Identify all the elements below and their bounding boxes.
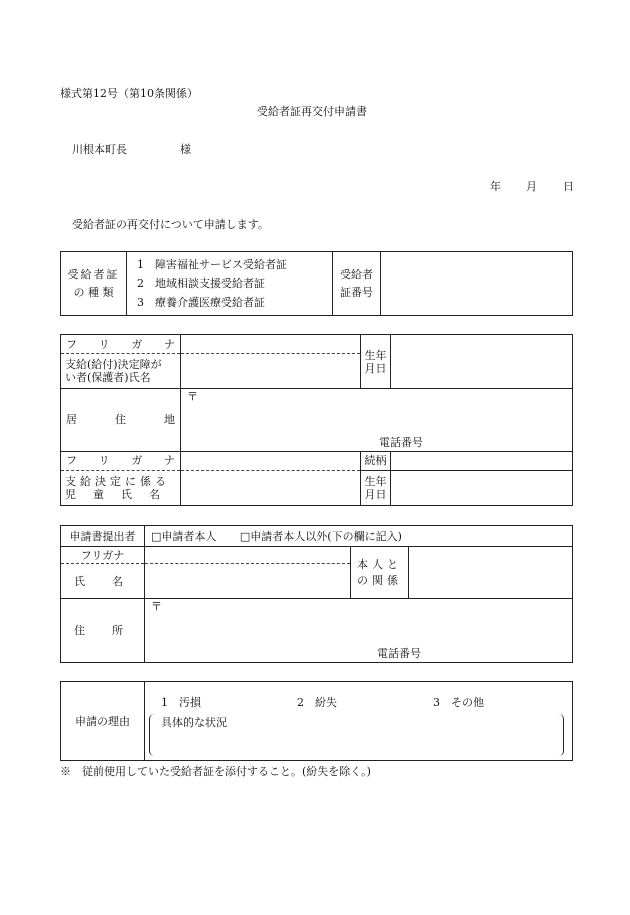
applicant-name-label — [61, 354, 181, 389]
date-day: 日 — [563, 180, 574, 193]
submitter-relation-label-line1: 本人と — [357, 558, 402, 571]
furigana-char: フ — [66, 337, 77, 351]
submitter-name-label: 氏 名 — [61, 564, 145, 599]
child-birth-field[interactable] — [391, 470, 573, 505]
date-month: 月 — [526, 180, 537, 193]
submitter-furigana-label: フリガナ — [61, 547, 145, 564]
furigana-char: リ — [98, 454, 110, 468]
furigana-char: リ — [98, 337, 110, 351]
reason-field[interactable] — [145, 682, 573, 761]
certificate-number-label-line1: 受給者 — [340, 268, 373, 281]
submitter-name-field[interactable] — [145, 564, 351, 599]
applicant-birth-label — [361, 335, 391, 389]
certificate-table — [60, 251, 573, 316]
applicant-table — [60, 334, 573, 506]
child-name-field[interactable] — [181, 470, 361, 505]
submitter-relation-label-line2: の関係 — [357, 574, 402, 587]
applicant-address-label — [61, 389, 181, 451]
child-birth-label-line2: 月日 — [364, 487, 387, 501]
submitter-address-field[interactable] — [145, 599, 573, 663]
submitter-relation-field[interactable] — [409, 547, 573, 599]
child-furigana-field[interactable] — [181, 451, 361, 470]
applicant-name-field[interactable] — [181, 354, 361, 389]
applicant-name-label-line2: い者(保護者)氏名 — [65, 371, 151, 385]
relationship-label: 続柄 — [361, 451, 391, 470]
applicant-phone-label: 電話番号 — [379, 435, 423, 449]
submitter-relation-label — [351, 547, 409, 599]
applicant-furigana-text — [61, 338, 180, 351]
relationship-field[interactable] — [391, 451, 573, 470]
applicant-birth-label-line2: 月日 — [364, 361, 387, 375]
reason-option-2[interactable]: 2 紛失 — [297, 696, 337, 709]
certificate-option-3[interactable]: 3 療養介護医療受給者証 — [137, 296, 265, 309]
form-number: 様式第12号（第10条関係） — [60, 87, 198, 100]
address-char: 住 — [115, 413, 126, 427]
applicant-address-field[interactable] — [181, 389, 573, 451]
child-name-label-line2: 児童氏名 — [65, 487, 177, 501]
certificate-type-label-line2: の 種 類 — [73, 286, 114, 299]
address-char: 居 — [66, 413, 77, 427]
submitter-option-other[interactable]: □申請者本人以外(下の欄に記入) — [239, 529, 402, 543]
certificate-number-label — [333, 252, 381, 316]
submitter-phone-label: 電話番号 — [377, 647, 421, 660]
submitter-option-self[interactable]: □申請者本人 — [151, 529, 217, 543]
child-birth-label-line1: 生年 — [364, 474, 387, 488]
certificate-type-options[interactable] — [127, 252, 333, 316]
certificate-type-label — [61, 252, 127, 316]
child-furigana-text — [61, 454, 180, 467]
applicant-furigana-field[interactable] — [181, 335, 361, 354]
applicant-name-label-line1: 支給(給付)決定障が — [65, 358, 162, 372]
submitter-furigana-field[interactable] — [145, 547, 351, 564]
certificate-number-field[interactable] — [381, 252, 573, 316]
honorific: 様 — [180, 143, 191, 156]
date-year: 年 — [490, 180, 501, 193]
submitter-options — [145, 526, 573, 547]
child-name-label — [61, 470, 181, 505]
reason-detail-label: 具体的な状況 — [161, 716, 227, 729]
applicant-postal-mark: 〒 — [187, 390, 198, 404]
furigana-char: ナ — [163, 454, 175, 468]
certificate-number-label-line2: 証番号 — [340, 286, 373, 299]
certificate-option-1[interactable]: 1 障害福祉サービス受給者証 — [137, 258, 287, 271]
footnote: ※ 従前使用していた受給者証を添付すること。(紛失を除く。) — [60, 765, 371, 778]
furigana-char: ナ — [163, 337, 175, 351]
form-title: 受給者証再交付申請書 — [257, 105, 367, 118]
addressee: 川根本町長 — [72, 143, 127, 156]
reason-table — [60, 681, 573, 761]
submitter-table — [60, 525, 573, 663]
address-char: 地 — [164, 413, 175, 427]
intro-text: 受給者証の再交付について申請します。 — [72, 218, 269, 231]
child-birth-label — [361, 470, 391, 505]
detail-bracket-right — [559, 714, 564, 756]
submitter-postal-mark: 〒 — [151, 600, 162, 613]
child-furigana-label — [61, 451, 181, 470]
submitter-address-label: 住 所 — [61, 599, 145, 663]
certificate-option-2[interactable]: 2 地域相談支援受給者証 — [137, 277, 265, 290]
applicant-birth-label-line1: 生年 — [364, 348, 387, 362]
child-name-label-line1: 支給決定に係る — [65, 474, 170, 488]
detail-bracket-left — [149, 714, 154, 756]
furigana-char: ガ — [131, 454, 143, 468]
submitter-label: 申請書提出者 — [61, 526, 145, 547]
certificate-type-label-line1: 受給者証 — [67, 268, 120, 281]
reason-option-3[interactable]: 3 その他 — [433, 696, 484, 709]
applicant-birth-field[interactable] — [391, 335, 573, 389]
reason-label: 申請の理由 — [61, 682, 145, 761]
furigana-char: フ — [66, 454, 77, 468]
furigana-char: ガ — [131, 337, 143, 351]
reason-option-1[interactable]: 1 汚損 — [161, 696, 201, 709]
applicant-furigana-label — [61, 335, 181, 354]
applicant-address-label-text — [61, 413, 180, 426]
